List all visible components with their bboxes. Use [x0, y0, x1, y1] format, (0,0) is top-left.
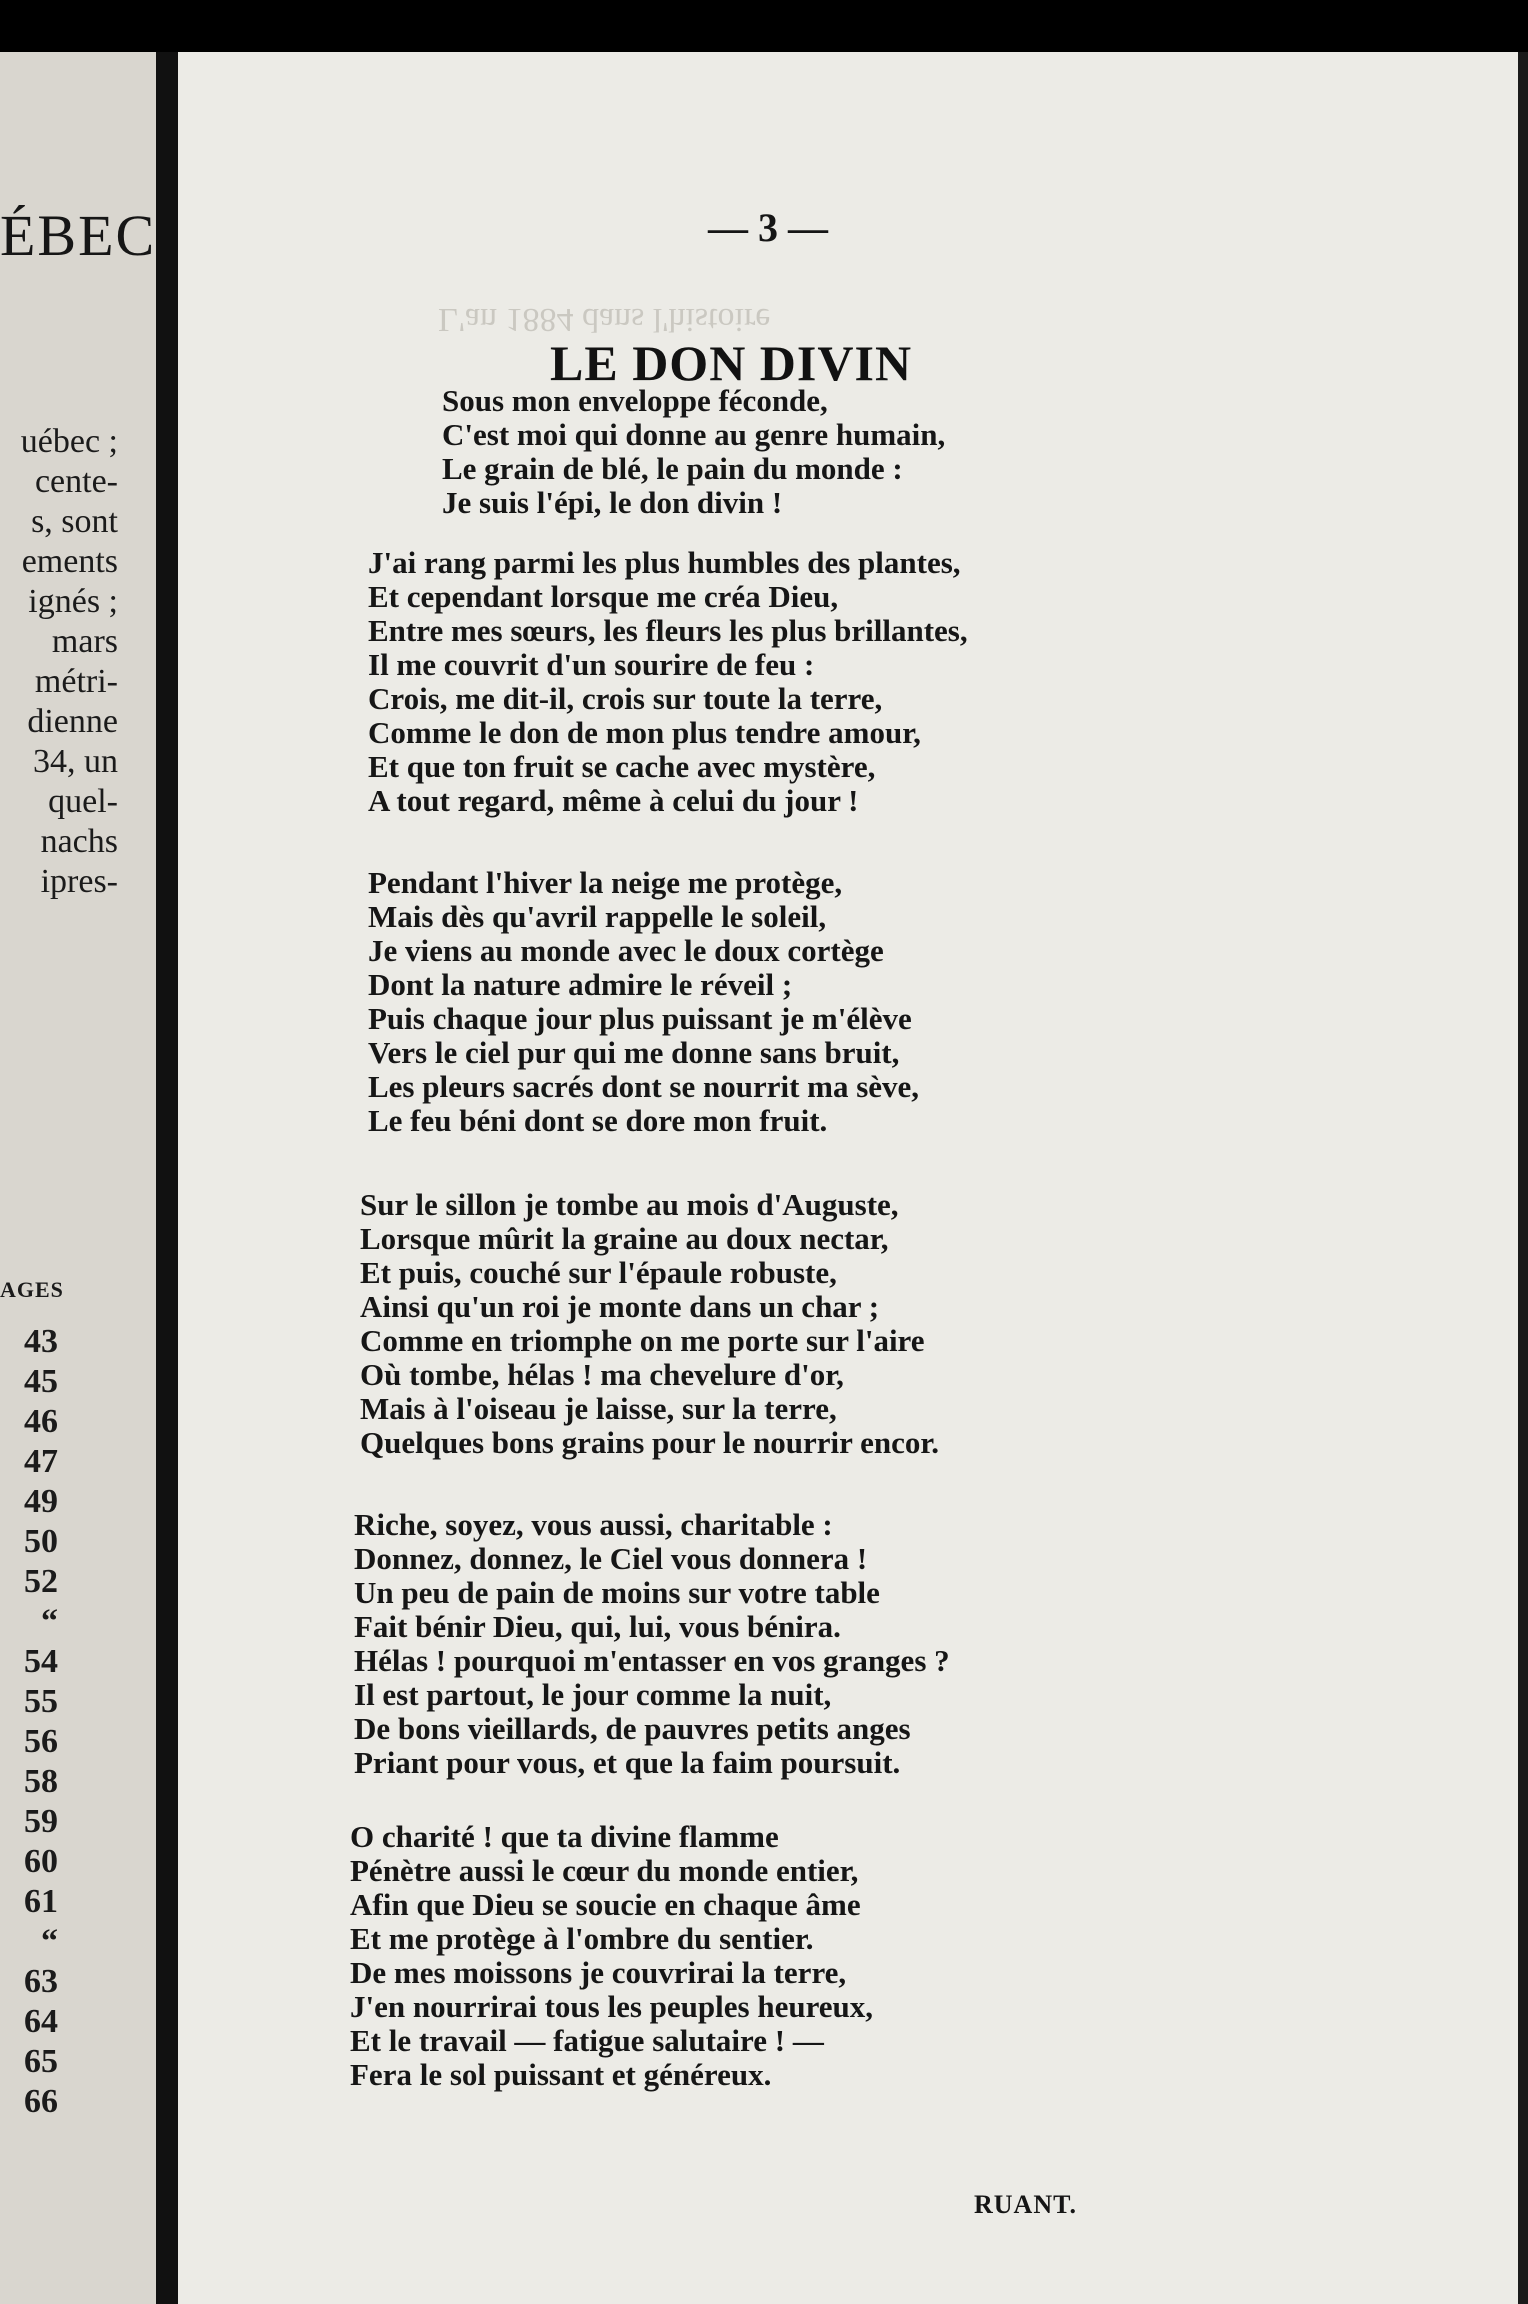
poem-line: Comme le don de mon plus tendre amour,	[368, 715, 921, 750]
poem-line: Entre mes sœurs, les fleurs les plus brillantes,	[368, 613, 968, 648]
poem-line: Afin que Dieu se soucie en chaque âme	[350, 1887, 861, 1922]
book-gutter	[156, 52, 178, 2304]
left-page-number: 55	[24, 1683, 58, 1720]
left-page-number: 49	[24, 1483, 58, 1520]
left-page-line: cente-	[34, 463, 118, 500]
author-signature: RUANT.	[974, 2190, 1078, 2219]
left-page-line: uébec ;	[20, 423, 118, 460]
poem-line: Pendant l'hiver la neige me protège,	[368, 865, 843, 900]
poem-line: Crois, me dit-il, crois sur toute la terre,	[368, 681, 883, 716]
poem-line: Je suis l'épi, le don divin !	[442, 485, 783, 520]
poem-stanza	[360, 1188, 939, 1460]
poem-line: Comme en triomphe on me porte sur l'aire	[360, 1323, 925, 1358]
poem-line: Et me protège à l'ombre du sentier.	[350, 1921, 814, 1956]
poem-line: Et cependant lorsque me créa Dieu,	[368, 579, 839, 614]
main-page	[178, 52, 1518, 2304]
poem-stanza	[442, 384, 945, 520]
poem-line: J'en nourrirai tous les peuples heureux,	[350, 1989, 874, 2024]
poem-stanza	[354, 1508, 950, 1780]
left-page-header: ÉBEC	[0, 203, 156, 268]
left-page-line: ignés ;	[28, 583, 118, 620]
poem-line: Ainsi qu'un roi je monte dans un char ;	[360, 1289, 880, 1324]
poem-line: Le grain de blé, le pain du monde :	[442, 451, 903, 486]
poem-line: Dont la nature admire le réveil ;	[368, 967, 793, 1002]
left-page-number: 45	[24, 1363, 58, 1400]
poem-stanza	[368, 546, 968, 818]
left-page-number: 56	[24, 1723, 58, 1760]
poem-line: Donnez, donnez, le Ciel vous donnera !	[354, 1541, 868, 1576]
poem-line: Le feu béni dont se dore mon fruit.	[368, 1103, 828, 1138]
poem-line: Fait bénir Dieu, qui, lui, vous bénira.	[354, 1609, 841, 1644]
poem-line: Et le travail — fatigue salutaire ! —	[350, 2023, 824, 2058]
poem-line: Riche, soyez, vous aussi, charitable :	[354, 1507, 833, 1542]
poem-line: Il me couvrit d'un sourire de feu :	[368, 647, 815, 682]
bleed-through-header: L'an 1884 dans l'histoire	[438, 301, 771, 338]
left-page-number: “	[41, 1923, 58, 1960]
left-page-text	[0, 422, 118, 902]
left-page-number: 46	[24, 1403, 58, 1440]
poem-line: Quelques bons grains pour le nourrir encor.	[360, 1425, 940, 1460]
left-page-number: “	[41, 1603, 58, 1640]
left-page-number: 60	[24, 1843, 58, 1880]
poem-line: Sous mon enveloppe féconde,	[442, 383, 828, 418]
poem-line: Un peu de pain de moins sur votre table	[354, 1575, 880, 1610]
poem-line: O charité ! que ta divine flamme	[350, 1819, 779, 1854]
left-page-number: 63	[24, 1963, 58, 2000]
poem-line: Vers le ciel pur qui me donne sans bruit,	[368, 1035, 900, 1070]
poem-line: Pénètre aussi le cœur du monde entier,	[350, 1853, 859, 1888]
left-page-line: ements	[21, 543, 118, 580]
left-page-line: nachs	[40, 823, 118, 860]
left-page-line: métri-	[34, 663, 118, 700]
poem-line: Fera le sol puissant et généreux.	[350, 2057, 772, 2092]
left-page-line: mars	[51, 623, 118, 660]
left-page-ages-label: AGES	[0, 1277, 64, 1302]
poem-line: Sur le sillon je tombe au mois d'Auguste,	[360, 1187, 899, 1222]
poem-line: Mais dès qu'avril rappelle le soleil,	[368, 899, 827, 934]
poem-line: Il est partout, le jour comme la nuit,	[354, 1677, 832, 1712]
poem-line: Je viens au monde avec le doux cortège	[368, 933, 884, 968]
left-page-number: 64	[24, 2003, 58, 2040]
left-page-numbers	[0, 1322, 58, 2122]
poem-line: Où tombe, hélas ! ma chevelure d'or,	[360, 1357, 844, 1392]
poem-line: Hélas ! pourquoi m'entasser en vos granges ?	[354, 1643, 950, 1678]
poem-title: LE DON DIVIN	[550, 335, 913, 391]
left-page-line: quel-	[48, 783, 118, 820]
poem-line: Lorsque mûrit la graine au doux nectar,	[360, 1221, 889, 1256]
left-page-number: 54	[24, 1643, 58, 1680]
left-page-number: 65	[24, 2043, 58, 2080]
left-page-number: 47	[24, 1443, 58, 1480]
poem-line: De mes moissons je couvrirai la terre,	[350, 1955, 847, 1990]
poem-line: Les pleurs sacrés dont se nourrit ma sève,	[368, 1069, 920, 1104]
page-edge	[1518, 52, 1528, 2304]
poem-line: Puis chaque jour plus puissant je m'élève	[368, 1001, 912, 1036]
page-number: — 3 —	[708, 205, 828, 250]
left-page-number: 52	[24, 1563, 58, 1600]
left-page-number: 43	[24, 1323, 58, 1360]
poem-line: J'ai rang parmi les plus humbles des plantes,	[368, 545, 961, 580]
left-page-number: 66	[24, 2083, 58, 2120]
poem-line: Et que ton fruit se cache avec mystère,	[368, 749, 876, 784]
left-page-line: s, sont	[31, 503, 118, 540]
poem-stanza	[350, 1820, 873, 2092]
left-page-number: 50	[24, 1523, 58, 1560]
left-page-fragment	[0, 52, 156, 2304]
poem-stanza	[368, 866, 919, 1138]
left-page-number: 58	[24, 1763, 58, 1800]
poem-line: Priant pour vous, et que la faim poursuit.	[354, 1745, 901, 1780]
left-page-line: 34, un	[33, 743, 118, 780]
poem-line: C'est moi qui donne au genre humain,	[442, 417, 946, 452]
left-page-number: 59	[24, 1803, 58, 1840]
poem-line: Mais à l'oiseau je laisse, sur la terre,	[360, 1391, 837, 1426]
poem-line: De bons vieillards, de pauvres petits anges	[354, 1711, 911, 1746]
left-page-number: 61	[24, 1883, 58, 1920]
poem-line: A tout regard, même à celui du jour !	[368, 783, 859, 818]
left-page-line: ipres-	[40, 863, 118, 900]
poem-line: Et puis, couché sur l'épaule robuste,	[360, 1255, 837, 1290]
left-page-line: dienne	[27, 703, 118, 740]
